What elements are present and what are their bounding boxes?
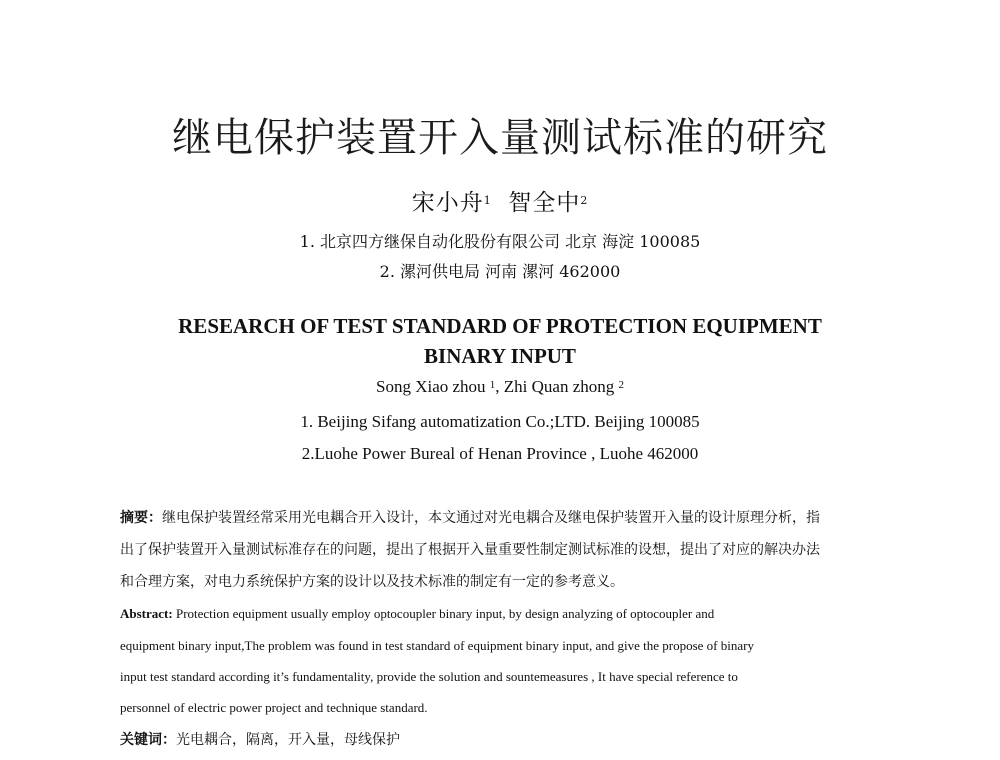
chinese-affiliation-1: 1. 北京四方继保自动化股份有限公司 北京 海淀 100085 bbox=[299, 232, 701, 251]
english-affiliation-2: 2.Luohe Power Bureal of Henan Province , Luohe 462000 bbox=[301, 444, 699, 463]
keywords-label: 关键词： bbox=[120, 732, 176, 748]
chinese-title: 继电保护装置开入量测试标准的研究 bbox=[172, 115, 828, 161]
english-author-1: Song Xiao zhou bbox=[375, 377, 486, 396]
english-abstract-line-1 bbox=[120, 604, 890, 624]
english-author-2: Zhi Quan zhong bbox=[503, 377, 615, 396]
chinese-author-2-affiliation-mark: 2 bbox=[580, 194, 589, 207]
english-author-2-affiliation-mark: 2 bbox=[618, 379, 625, 391]
chinese-abstract-line-2: 出了保护装置开入量测试标准存在的问题，提出了根据开入量重要性制定测试标准的设想，提出了对应的解决办法 bbox=[120, 542, 820, 558]
english-abstract-label: Abstract: bbox=[120, 606, 173, 621]
chinese-abstract-text-line-1: 继电保护装置经常采用光电耦合开入设计，本文通过对光电耦合及继电保护装置开入量的设计原理分析，指 bbox=[162, 510, 820, 526]
english-author-separator: , bbox=[495, 377, 504, 396]
chinese-author-2: 智全中 bbox=[508, 190, 581, 216]
english-abstract-line-3: input test standard according it’s fundamentality, provide the solution and sountemeasures , It have special reference to bbox=[120, 669, 738, 684]
chinese-affiliation-2: 2. 漯河供电局 河南 漯河 462000 bbox=[379, 262, 621, 281]
english-author-1-affiliation-mark: 1 bbox=[489, 379, 496, 391]
chinese-authors bbox=[0, 187, 1000, 219]
english-title-line-1: RESEARCH OF TEST STANDARD OF PROTECTION EQUIPMENT bbox=[178, 314, 822, 338]
english-title-line-2: BINARY INPUT bbox=[424, 344, 576, 368]
english-abstract-text-line-1: Protection equipment usually employ optocoupler binary input, by design analyzing of optocoupler and bbox=[175, 606, 715, 621]
english-authors bbox=[0, 375, 1000, 399]
english-abstract-line-4: personnel of electric power project and technique standard. bbox=[120, 700, 428, 715]
chinese-author-1: 宋小舟 bbox=[411, 190, 484, 216]
keywords-line bbox=[120, 730, 890, 750]
chinese-author-1-affiliation-mark: 1 bbox=[483, 194, 492, 207]
english-affiliation-1: 1. Beijing Sifang automatization Co.;LTD. Beijing 100085 bbox=[300, 412, 700, 431]
english-abstract-line-2: equipment binary input,The problem was found in test standard of equipment binary input, and give the propose of binary bbox=[120, 638, 754, 653]
keywords-text: 光电耦合，隔离，开入量，母线保护 bbox=[176, 732, 400, 748]
chinese-abstract-line-1 bbox=[120, 508, 890, 528]
chinese-abstract-line-3: 和合理方案，对电力系统保护方案的设计以及技术标准的制定有一定的参考意义。 bbox=[120, 574, 624, 590]
chinese-abstract-label: 摘要： bbox=[120, 510, 162, 526]
